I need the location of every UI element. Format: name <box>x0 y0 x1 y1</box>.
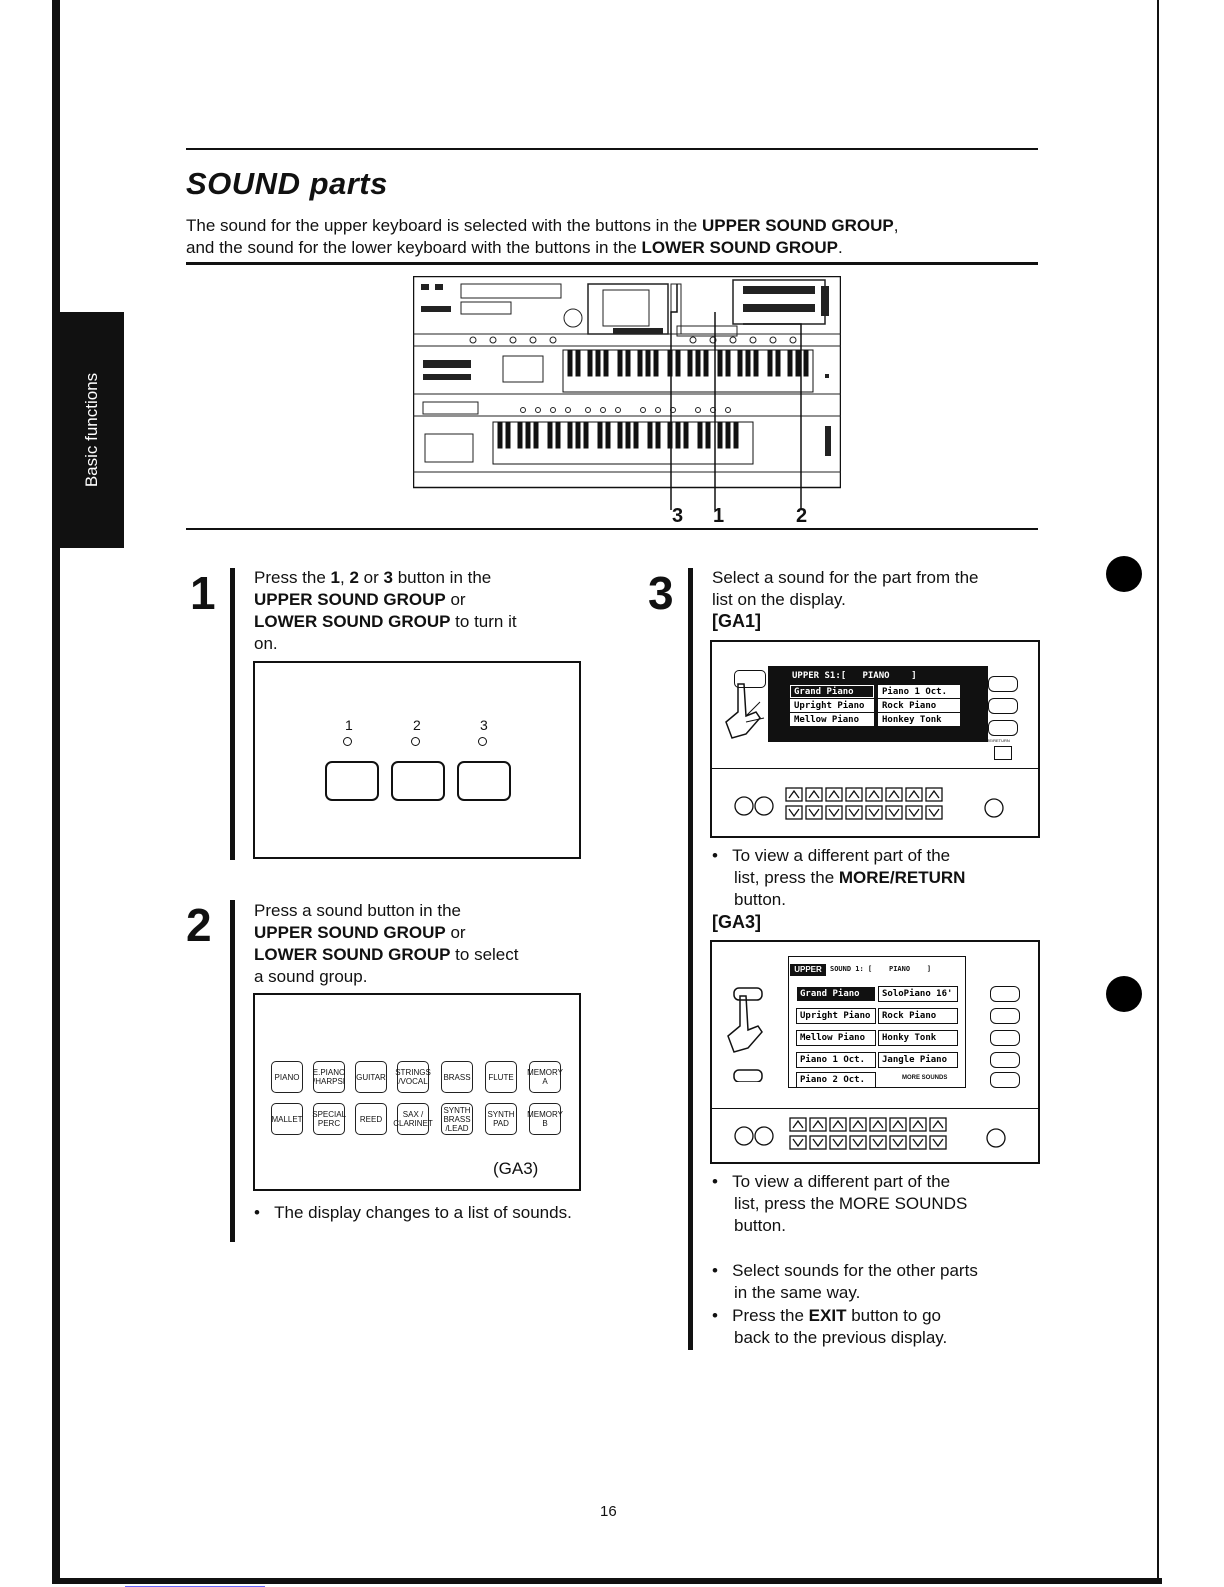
page-number: 16 <box>600 1503 617 1520</box>
ga3-cell-right-1[interactable]: SoloPiano 16' <box>878 986 958 1002</box>
binder-hole-bottom <box>1106 976 1142 1012</box>
ga3-upper-tag: UPPER <box>790 964 826 976</box>
label-ga3: [GA3] <box>712 912 761 932</box>
part-label-3: 3 <box>480 717 488 733</box>
step1-text: Press the 1, 2 or 3 button in the UPPER SOUND GROUP or LOWER SOUND GROUP to turn it on. <box>254 568 517 653</box>
step2-text: Press a sound button in the UPPER SOUND GROUP or LOWER SOUND GROUP to select a sound group. <box>254 901 519 986</box>
ga1-bottom-controls <box>712 772 1038 834</box>
step3-bullet-1: • To view a different part of the list, press the MORE/RETURN button. <box>712 846 966 909</box>
part-led-1 <box>343 737 352 746</box>
step2-bar <box>230 900 235 1242</box>
sound-button-synth-pad[interactable]: SYNTH PAD <box>485 1103 517 1135</box>
sound-button-synth-brass[interactable]: SYNTH BRASS /LEAD <box>441 1103 473 1135</box>
sound-button-flute[interactable]: FLUTE <box>485 1061 517 1093</box>
callout-3: 3 <box>672 505 684 527</box>
page-frame-left <box>52 0 60 1584</box>
side-tab <box>60 312 124 548</box>
binder-hole-top <box>1106 556 1142 592</box>
sound-button-brass[interactable]: BRASS <box>441 1061 473 1093</box>
ga1-cell-right-2[interactable]: Rock Piano <box>878 699 960 712</box>
side-tab-label: Basic functions <box>82 372 101 488</box>
ga1-right-button-3[interactable] <box>988 720 1018 736</box>
ga1-cell-left-2[interactable]: Upright Piano <box>790 699 874 712</box>
step3-bullet-2: • To view a different part of the list, press the MORE SOUNDS button. <box>712 1172 968 1235</box>
ga1-right-button-2[interactable] <box>988 698 1018 714</box>
step3-text: Select a sound for the part from the list on the display. <box>712 568 979 609</box>
ga3-right-button-4[interactable] <box>990 1052 1020 1068</box>
sound-button-strings[interactable]: STRINGS /VOCAL <box>397 1061 429 1093</box>
ga3-right-button-5[interactable] <box>990 1072 1020 1088</box>
ga3-cell-left-3[interactable]: Mellow Piano <box>796 1030 876 1046</box>
step2-caption: (GA3) <box>493 1159 539 1178</box>
step3-bullet-4: • Press the EXIT button to go back to the previous display. <box>712 1306 948 1347</box>
part-led-2 <box>411 737 420 746</box>
pointing-hand-icon <box>716 682 770 752</box>
part-button-3[interactable] <box>457 761 511 801</box>
sound-button-special-perc[interactable]: SPECIAL PERC <box>313 1103 345 1135</box>
sound-button-mallet[interactable]: MALLET <box>271 1103 303 1135</box>
sound-button-sax[interactable]: SAX / CLARINET <box>397 1103 429 1135</box>
step3-number: 3 <box>648 567 674 619</box>
keyboard-diagram <box>413 276 841 488</box>
step3-bar <box>688 568 693 1350</box>
ga3-more-sounds[interactable]: MORE SOUNDS <box>902 1075 948 1081</box>
pointing-hand-icon-2 <box>716 982 776 1082</box>
part-button-1[interactable] <box>325 761 379 801</box>
step1-bar <box>230 568 235 860</box>
intro-paragraph: The sound for the upper keyboard is selected with the buttons in the UPPER SOUND GROUP, and the sound for the lower keyboard with the buttons in the LOWER SOUND GROUP. <box>186 216 899 257</box>
intro-rule <box>186 262 1038 265</box>
step2-number: 2 <box>186 899 212 951</box>
step2-panel <box>253 993 581 1191</box>
ga3-right-button-1[interactable] <box>990 986 1020 1002</box>
ga1-more-return-button[interactable] <box>994 746 1012 760</box>
step1-panel <box>253 661 581 859</box>
ga3-cell-right-2[interactable]: Rock Piano <box>878 1008 958 1024</box>
keyboard-diagram-svg <box>413 276 841 536</box>
part-label-2: 2 <box>413 717 421 733</box>
ga1-display <box>768 666 988 742</box>
ga3-panel <box>710 940 1040 1164</box>
ga1-divider <box>712 768 1038 769</box>
sound-button-memory-b[interactable]: MEMORY B <box>529 1103 561 1135</box>
page-frame-bottom <box>52 1578 1162 1584</box>
ga3-cell-right-3[interactable]: Honky Tonk <box>878 1030 958 1046</box>
callout-1: 1 <box>713 505 725 527</box>
step2-bullet: • The display changes to a list of sounds. <box>254 1203 572 1222</box>
ga3-display-header: SOUND 1: [ PIANO ] <box>830 965 932 973</box>
ga3-bottom-controls <box>712 1108 1038 1162</box>
part-button-2[interactable] <box>391 761 445 801</box>
callout-2: 2 <box>796 505 808 527</box>
ga1-cell-left-1[interactable]: Grand Piano <box>790 685 874 698</box>
ga3-cell-left-5[interactable]: Piano 2 Oct. <box>796 1072 876 1088</box>
step1-number: 1 <box>190 567 216 619</box>
ga3-cell-left-2[interactable]: Upright Piano <box>796 1008 876 1024</box>
ga1-cell-right-3[interactable]: Honkey Tonk <box>878 713 960 726</box>
ga1-display-header: UPPER S1:[ PIANO ] <box>792 671 917 681</box>
ga3-cell-left-1[interactable]: Grand Piano <box>796 986 876 1002</box>
sound-button-memory-a[interactable]: MEMORY A <box>529 1061 561 1093</box>
page-title: SOUND parts <box>186 166 388 201</box>
ga3-right-button-2[interactable] <box>990 1008 1020 1024</box>
ga3-cell-right-4[interactable]: Jangle Piano <box>878 1052 958 1068</box>
ga1-panel <box>710 640 1040 838</box>
part-label-1: 1 <box>345 717 353 733</box>
step3-bullet-3: • Select sounds for the other parts in the same way. <box>712 1261 978 1302</box>
ga1-cell-left-3[interactable]: Mellow Piano <box>790 713 874 726</box>
sound-button-reed[interactable]: REED <box>355 1103 387 1135</box>
section-rule <box>186 528 1038 530</box>
label-ga1: [GA1] <box>712 611 761 631</box>
sound-button-epiano[interactable]: E.PIANO /HARPSI <box>313 1061 345 1093</box>
page-frame-right <box>1157 0 1159 1584</box>
sound-button-guitar[interactable]: GUITAR <box>355 1061 387 1093</box>
ga1-cell-right-1[interactable]: Piano 1 Oct. <box>878 685 960 698</box>
ga3-right-button-3[interactable] <box>990 1030 1020 1046</box>
ga1-more-label: MORE/RETURN <box>980 738 1010 743</box>
part-led-3 <box>478 737 487 746</box>
top-rule <box>186 148 1038 150</box>
ga3-cell-left-4[interactable]: Piano 1 Oct. <box>796 1052 876 1068</box>
sound-button-piano[interactable]: PIANO <box>271 1061 303 1093</box>
ga1-right-button-1[interactable] <box>988 676 1018 692</box>
